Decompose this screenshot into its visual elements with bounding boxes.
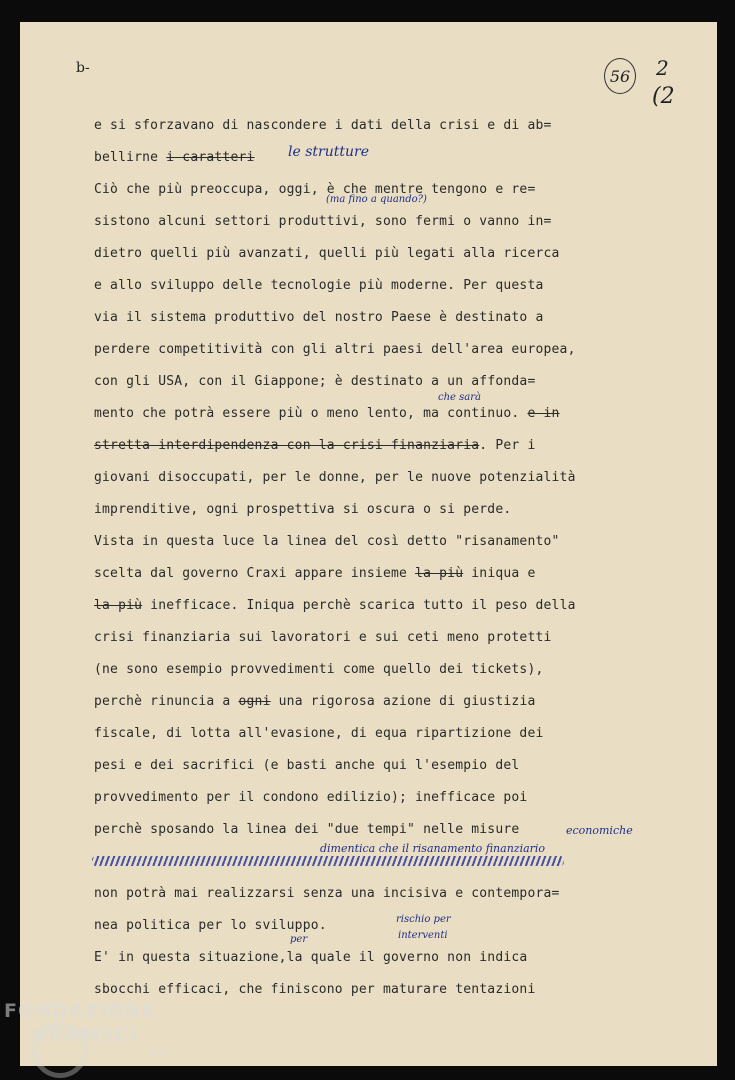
handwritten-insertion: che sarà xyxy=(438,392,481,403)
text-fragment: affonda= xyxy=(471,374,536,389)
text-line: con gli USA, con il Giappone; è destinato a un xyxy=(94,374,464,389)
text-line xyxy=(94,694,536,709)
watermark-line: FONDAZIONE xyxy=(4,1000,156,1022)
document-page xyxy=(20,22,717,1066)
watermark-line: onlus xyxy=(148,1048,173,1058)
handwritten-note: interventi xyxy=(398,930,448,941)
text-fragment: , di equa ripartizione dei xyxy=(334,726,544,741)
text-line: (ne sono esempio provvedimenti come quello dei tickets), xyxy=(94,662,544,677)
text-line: imprenditive, ogni prospettiva si oscura o si perde. xyxy=(94,502,512,517)
text-line: inefficace. Iniqua perchè scarica tutto il peso della xyxy=(150,598,576,613)
struck-text: ogni xyxy=(238,694,271,709)
text-line: e si sforzavano di nascondere i dati della crisi e di ab= xyxy=(94,118,552,133)
text-line: perchè sposando la linea dei "due tempi" nelle misure xyxy=(94,822,520,837)
archive-ref-bottom: (2 xyxy=(652,84,675,109)
text-line: crisi finanziaria sui lavoratori e sui ceti meno protetti xyxy=(94,630,552,645)
text-line xyxy=(94,566,536,581)
text-line: e allo sviluppo delle tecnologie più moderne. Per questa xyxy=(94,278,544,293)
text-line xyxy=(94,950,527,965)
text-line: dietro quelli più avanzati, quelli più legati alla ricerca xyxy=(94,246,560,261)
handwritten-insertion: dimentica che il risanamento finanziario xyxy=(320,842,546,855)
text-line: non potrà mai realizzarsi senza una incisiva e contempora= xyxy=(94,886,560,901)
text-line xyxy=(94,374,535,389)
text-line xyxy=(94,406,560,421)
text-line: perchè rinuncia a xyxy=(94,694,231,709)
handwritten-note: (ma fino a quando?) xyxy=(326,194,427,205)
text-line xyxy=(94,726,544,741)
archive-ref-top: 2 xyxy=(656,56,669,80)
text-line: sbocchi efficaci, che finiscono per maturare tentazioni xyxy=(94,982,536,997)
watermark-line: GRAMSCI xyxy=(32,1024,138,1046)
text-fragment: una rigorosa azione di giustizia xyxy=(278,694,536,709)
text-line: E' in questa situazione, xyxy=(94,950,287,965)
struck-text: la più xyxy=(415,566,464,581)
text-line: sistono alcuni settori produttivi, sono fermi o vanno in= xyxy=(94,214,552,229)
text-line: Ciò che più preoccupa, oggi, è che mentre tengono e re= xyxy=(94,182,536,197)
text-line: via il sistema produttivo del nostro Paese è destinato a xyxy=(94,310,544,325)
handwritten-insertion: economiche xyxy=(566,824,633,837)
handwritten-insertion: le strutture xyxy=(288,144,369,160)
text-fragment: la quale il governo non indica xyxy=(286,950,528,965)
text-line: pesi e dei sacrifici xyxy=(94,758,255,773)
struck-text: i caratteri xyxy=(166,150,255,165)
page-letter: b- xyxy=(76,60,90,76)
text-line: nea politica per lo sviluppo. xyxy=(94,918,327,933)
text-fragment: iniqua e xyxy=(471,566,536,581)
struck-text: la più xyxy=(94,598,143,613)
handwritten-insertion: per xyxy=(290,934,308,945)
text-line: scelta dal governo Craxi appare insieme xyxy=(94,566,408,581)
text-line: fiscale, di lotta all'evasione xyxy=(94,726,335,741)
text-line: mento che potrà essere più o meno lento, ma continuo. xyxy=(94,406,520,421)
struck-text: e in xyxy=(527,406,560,421)
text-fragment: (e basti anche qui l'esempio del xyxy=(262,758,520,773)
text-line xyxy=(94,438,535,453)
page-number-circled: 56 xyxy=(604,58,636,94)
text-line: bellirne xyxy=(94,150,159,165)
text-line: giovani disoccupati, per le donne, per le nuove potenzialità xyxy=(94,470,576,485)
handwritten-note: rischio per xyxy=(396,914,451,925)
scribbled-out-line xyxy=(92,856,564,866)
text-line xyxy=(94,150,255,165)
text-line: perdere competitività con gli altri paesi dell'area europea, xyxy=(94,342,576,357)
text-line xyxy=(94,598,576,613)
text-line xyxy=(94,758,519,773)
text-line: provvedimento per il condono edilizio); inefficace poi xyxy=(94,790,528,805)
text-line: Vista in questa luce la linea del così detto "risanamento" xyxy=(94,534,560,549)
text-fragment: . Per i xyxy=(479,438,536,453)
struck-text: stretta interdipendenza con la crisi finanziaria xyxy=(94,438,480,453)
fondazione-gramsci-watermark xyxy=(4,1000,173,1058)
